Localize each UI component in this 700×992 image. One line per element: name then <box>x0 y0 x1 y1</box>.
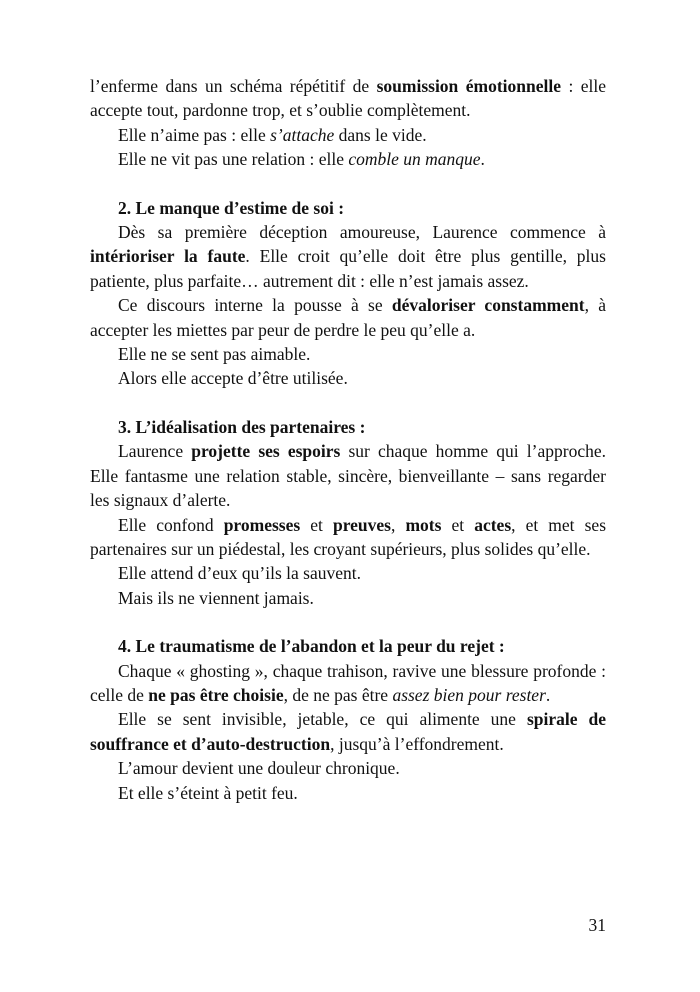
emphasis-bold: promesses <box>223 514 301 535</box>
intro-paragraph-1: l’enferme dans un schéma répétitif de soumission émotionnelle : elle accepte tout, pardonne trop, et s’oublie complètement. <box>90 76 606 121</box>
section-3-heading: 3. L’idéalisation des partenaires : <box>118 416 366 437</box>
section-3-paragraph-4: Mais ils ne viennent jamais. <box>118 587 314 608</box>
section-3-paragraph-1: Laurence projette ses espoirs sur chaque homme qui l’approche. Elle fantasme une relation stable, sincère, bienveillante – sans regarder les signaux d’alerte. <box>90 441 606 511</box>
emphasis-italic: assez bien pour rester <box>392 684 546 705</box>
section-2-heading: 2. Le manque d’estime de soi : <box>118 197 345 218</box>
emphasis-italic: comble un manque <box>348 149 481 170</box>
section-4-paragraph-1: Chaque « ghosting », chaque trahison, ravive une blessure profonde : celle de ne pas être choisie, de ne pas être assez bien pour rester. <box>90 660 606 705</box>
emphasis-bold: actes <box>474 514 512 535</box>
section-2-paragraph-1: Dès sa première déception amoureuse, Laurence commence à intérioriser la faute. Elle croit qu’elle doit être plus gentille, plus patiente, plus parfaite… autrement dit : elle n’est jamais assez. <box>90 222 606 291</box>
emphasis-bold: preuves <box>332 514 391 535</box>
section-4-paragraph-2: Elle se sent invisible, jetable, ce qui alimente une spirale de souffrance et d’auto-destruction, jusqu’à l’effondrement. <box>90 709 606 754</box>
section-4-paragraph-3: L’amour devient une douleur chronique. <box>118 758 400 779</box>
emphasis-bold: projette ses espoirs <box>191 441 341 462</box>
emphasis-italic: s’attache <box>270 124 335 145</box>
section-2-paragraph-4: Alors elle accepte d’être utilisée. <box>118 368 348 389</box>
section-2-paragraph-2: Ce discours interne la pousse à se dévaloriser constamment, à accepter les miettes par peur de perdre le peu qu’elle a. <box>90 295 606 340</box>
intro-paragraph-2: Elle n’aime pas : elle s’attache dans le vide. <box>118 124 427 145</box>
section-4-heading: 4. Le traumatisme de l’abandon et la peur du rejet : <box>118 636 505 657</box>
section-2-paragraph-3: Elle ne se sent pas aimable. <box>118 344 311 365</box>
intro-paragraph-3: Elle ne vit pas une relation : elle comble un manque. <box>118 149 485 170</box>
emphasis-bold: mots <box>405 514 442 535</box>
section-3-paragraph-3: Elle attend d’eux qu’ils la sauvent. <box>118 563 361 584</box>
section-3-paragraph-2: Elle confond promesses et preuves, mots et actes, et met ses partenaires sur un piédestal, les croyant supérieurs, plus solides qu’elle. <box>90 514 607 559</box>
emphasis-bold: ne pas être choisie <box>148 684 284 705</box>
page-number: 31 <box>588 915 606 935</box>
section-4-paragraph-4: Et elle s’éteint à petit feu. <box>118 782 298 803</box>
emphasis-bold: soumission émotionnelle <box>376 76 561 96</box>
emphasis-bold: spirale de souffrance et d’auto-destruction <box>90 709 606 754</box>
emphasis-bold: dévaloriser constamment <box>391 295 585 316</box>
page-body <box>90 74 606 805</box>
emphasis-bold: intérioriser la faute <box>90 246 246 267</box>
